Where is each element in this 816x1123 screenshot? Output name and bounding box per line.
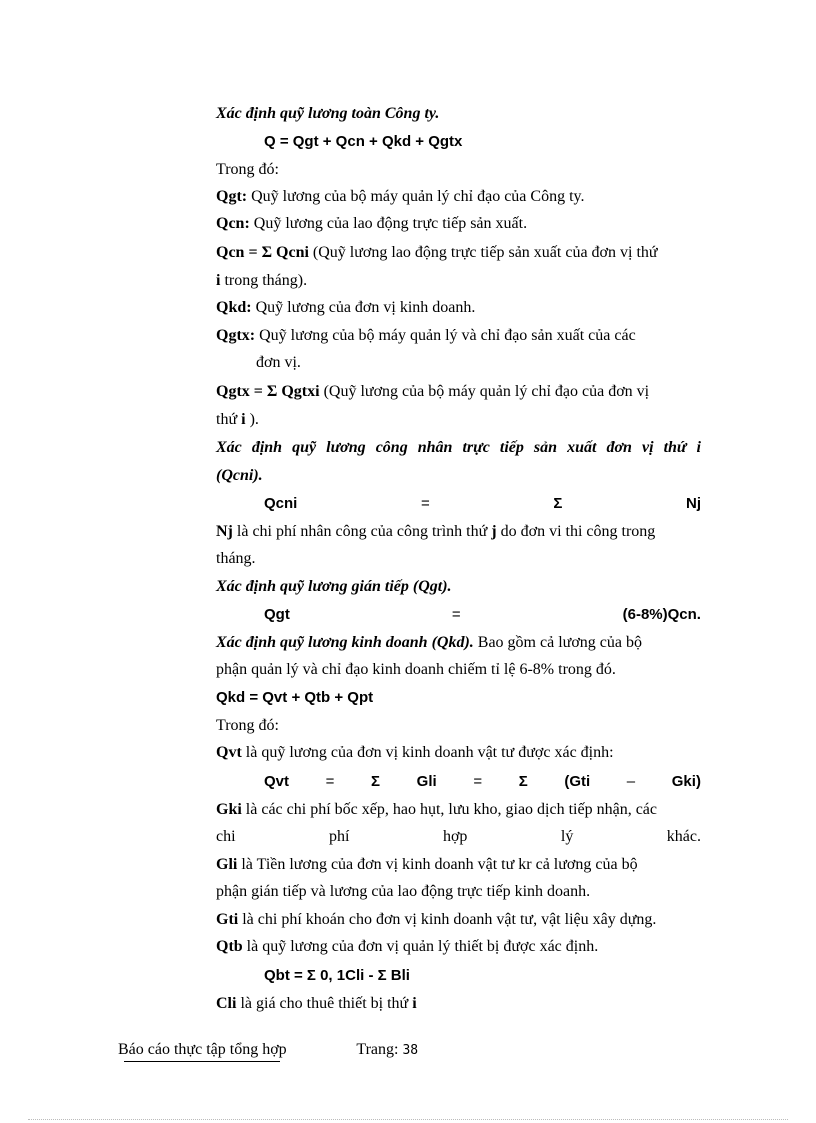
formula-token: – — [626, 773, 636, 790]
definition: (Quỹ lương của bộ máy quản lý chỉ đạo của đơn vị — [319, 383, 650, 400]
formula-qgt — [264, 605, 701, 625]
formula-token: = — [451, 606, 461, 623]
definition: Quỹ lương của đơn vị kinh doanh. — [251, 299, 476, 316]
def-qgtx-sum-line1 — [216, 382, 701, 402]
kinh-doanh-line2: phận quản lý và chỉ đạo kinh doanh chiếm tỉ lệ 6-8% trong đó. — [216, 661, 616, 678]
page-footer — [118, 1040, 418, 1061]
heading-qcni-line1: Xác định quỹ lương công nhân trực tiếp sản xuất đơn vị thứ i — [216, 439, 701, 456]
formula-qkd: Qkd = Qvt + Qtb + Qpt — [216, 689, 374, 706]
term: Gki — [216, 801, 242, 818]
word: khác. — [666, 828, 701, 845]
term: Qvt — [216, 744, 242, 761]
formula-token: Σ — [371, 773, 381, 790]
def-qgtx-sum-line2 — [216, 410, 701, 430]
definition: Bao gồm cả lương của bộ — [473, 634, 642, 651]
def-qkd — [216, 298, 701, 318]
def-qgt — [216, 187, 701, 207]
footer-title: Báo cáo thực tập tổng hợp — [118, 1041, 287, 1058]
formula-token: Nj — [686, 495, 701, 512]
definition: do đơn vi thi công trong — [496, 523, 656, 540]
definition: là giá cho thuê thiết bị thứ — [236, 995, 413, 1012]
formula-qbt: Qbt = Σ 0, 1Cli - Σ Bli — [264, 967, 410, 984]
definition: ). — [245, 411, 259, 428]
term: Qkd: — [216, 299, 252, 316]
heading-quy-luong-toan-cong-ty: Xác định quỹ lương toàn Công ty. — [216, 105, 440, 122]
definition: là Tiền lương của đơn vị kinh doanh vật tư kr cả lương của bộ — [237, 856, 638, 873]
footer-page-number: 38 — [402, 1043, 419, 1058]
definition: là chi phí khoán cho đơn vị kinh doanh vật tư, vật liệu xây dựng. — [238, 911, 657, 928]
definition: là chi phí nhân công của công trình thứ — [232, 523, 492, 540]
term: Qcn = Σ Qcni — [216, 244, 309, 261]
def-gki-line2 — [216, 827, 701, 847]
term: Qtb — [216, 938, 243, 955]
formula-token: Qcni — [264, 495, 298, 512]
word: hợp — [442, 828, 468, 845]
definition: Quỹ lương của lao động trực tiếp sản xuất. — [249, 215, 528, 232]
def-qtb — [216, 937, 701, 957]
page-bottom-divider — [28, 1119, 788, 1120]
def-qcn — [216, 214, 701, 234]
index-i: i — [241, 411, 246, 428]
term: Qgt: — [216, 188, 248, 205]
heading-quy-luong-kinh-doanh — [216, 633, 701, 653]
def-qcn-sum-line2 — [216, 271, 701, 291]
formula-token: Σ — [518, 773, 528, 790]
formula-token: = — [473, 773, 483, 790]
definition: trong tháng). — [220, 272, 308, 289]
formula-q: Q = Qgt + Qcn + Qkd + Qgtx — [264, 133, 463, 150]
term: Nj — [216, 523, 233, 540]
def-qvt — [216, 743, 701, 763]
word: chi — [216, 828, 236, 845]
footer-page-label: Trang: — [356, 1041, 403, 1058]
definition: là quỹ lương của đơn vị quản lý thiết bị được xác định. — [242, 938, 599, 955]
definition: Quỹ lương của bộ máy quản lý chỉ đạo của Công ty. — [247, 188, 585, 205]
formula-token: = — [420, 495, 430, 512]
index-i: i — [216, 272, 221, 289]
word: lý — [560, 828, 574, 845]
index-i: i — [412, 995, 417, 1012]
def-gli-line1 — [216, 855, 701, 875]
def-gli-line2: phận gián tiếp và lương của lao động trực tiếp kinh doanh. — [216, 883, 591, 900]
definition: là các chi phí bốc xếp, hao hụt, lưu kho, giao dịch tiếp nhận, các — [241, 801, 657, 818]
word: phí — [329, 828, 350, 845]
term: Qgtx = Σ Qgtxi — [216, 383, 320, 400]
def-cli — [216, 994, 701, 1014]
def-gki-line1 — [216, 800, 701, 820]
term: Cli — [216, 995, 237, 1012]
definition: (Quỹ lương lao động trực tiếp sản xuất của đơn vị thứ — [308, 244, 658, 261]
term: Gli — [216, 856, 238, 873]
formula-token: Qgt — [264, 606, 290, 623]
term: Qcn: — [216, 215, 250, 232]
index-j: j — [491, 523, 497, 540]
def-gti — [216, 910, 701, 930]
formula-token: Gli — [416, 773, 437, 790]
footer-underline — [124, 1061, 280, 1062]
formula-token: Gki) — [671, 773, 701, 790]
def-qcn-sum-line1 — [216, 243, 701, 263]
formula-token: Σ — [553, 495, 563, 512]
def-qgtx-line2: đơn vị. — [256, 354, 301, 371]
definition: thứ — [216, 411, 242, 428]
formula-token: Qvt — [264, 773, 290, 790]
formula-qvt — [264, 772, 701, 792]
def-nj-line2: tháng. — [216, 550, 256, 567]
heading-qcni-line2: (Qcni). — [216, 467, 263, 484]
trong-do-label-2: Trong đó: — [216, 717, 279, 734]
heading-text: Xác định quỹ lương kinh doanh (Qkd). — [216, 634, 474, 651]
formula-token: (Gti — [564, 773, 591, 790]
term: Gti — [216, 911, 239, 928]
formula-token: = — [325, 773, 335, 790]
trong-do-label: Trong đó: — [216, 161, 279, 178]
heading-quy-luong-gian-tiep: Xác định quỹ lương gián tiếp (Qgt). — [216, 578, 452, 595]
formula-token: (6-8%)Qcn. — [622, 606, 701, 623]
def-nj-line1 — [216, 522, 701, 542]
definition: là quỹ lương của đơn vị kinh doanh vật tư được xác định: — [241, 744, 614, 761]
definition: Quỹ lương của bộ máy quản lý và chỉ đạo sản xuất của các — [255, 327, 636, 344]
term: Qgtx: — [216, 327, 256, 344]
formula-qcni — [264, 494, 701, 514]
def-qgtx-line1 — [216, 326, 701, 346]
